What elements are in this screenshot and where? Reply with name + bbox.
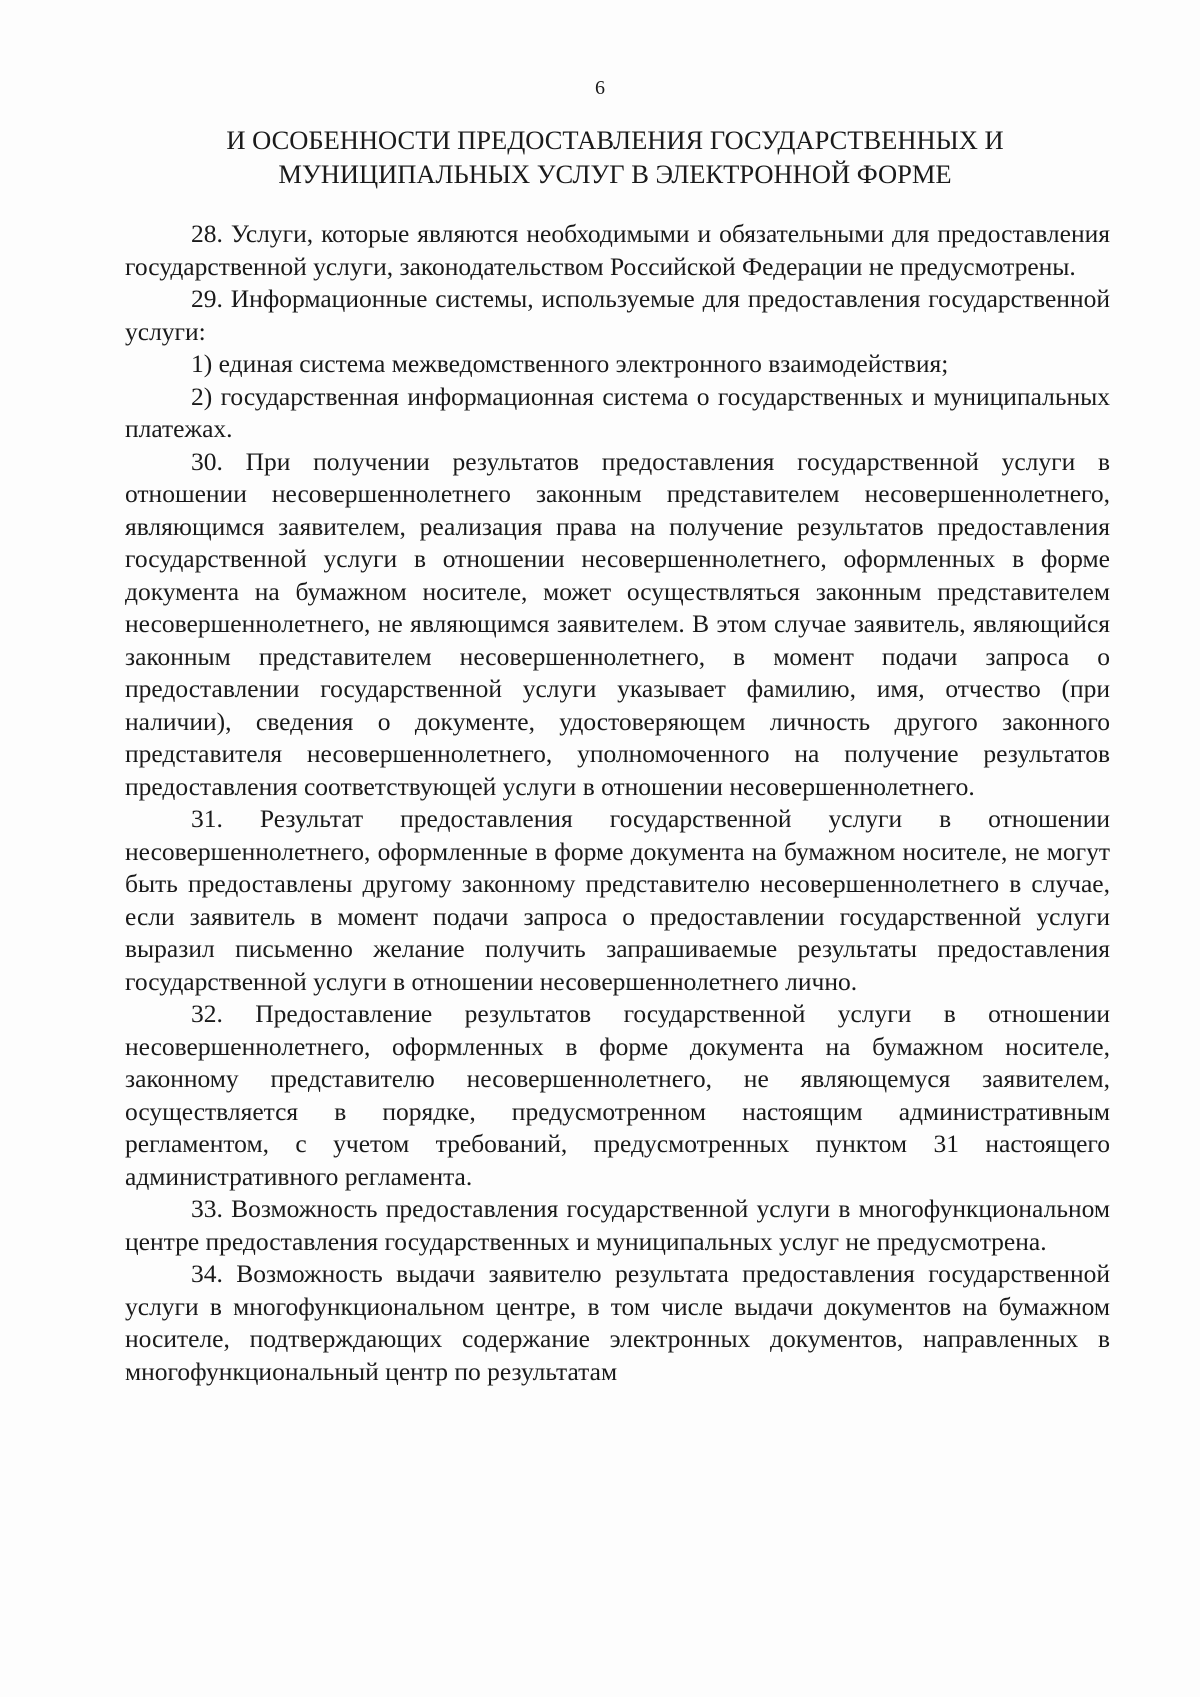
paragraph-29-item-2: 2) государственная информационная система о государственных и муниципальных платежах. (125, 381, 1110, 443)
paragraph-28: 28. Услуги, которые являются необходимыми и обязательными для предоставления государственной услуги, законодательством Российской Федерации не предусмотрены. (125, 219, 1110, 281)
paragraph-31: 31. Результат предоставления государственной услуги в отношении несовершеннолетнего, оформленные в форме документа на бумажном носителе, не могут быть предоставлены другому законному представителю несовершеннолетнего в случае, если заявитель в момент подачи запроса о предоставлении государственной услуги выразил письменно желание получить запрашиваемые результаты предоставления государственной услуги в отношении несовершеннолетнего лично. (125, 804, 1110, 996)
paragraph-29: 29. Информационные системы, используемые для предоставления государственной услуги: (125, 284, 1110, 346)
paragraph-32: 32. Предоставление результатов государственной услуги в отношении несовершеннолетнего, оформленных в форме документа на бумажном носителе, законному представителю несовершеннолетнего, не являющемуся заявителем, осуществляется в порядке, предусмотренном настоящим административным регламентом, с учетом требований, предусмотренных пунктом 31 настоящего административного регламента. (125, 999, 1110, 1191)
section-heading (150, 123, 1080, 191)
paragraph-34: 34. Возможность выдачи заявителю результата предоставления государственной услуги в многофункциональном центре, в том числе выдачи документов на бумажном носителе, подтверждающих содержание электронных документов, направленных в многофункциональный центр по результатам (125, 1259, 1110, 1386)
section-heading-line-2: МУНИЦИПАЛЬНЫХ УСЛУГ В ЭЛЕКТРОННОЙ ФОРМЕ (278, 159, 952, 189)
page-number: 6 (595, 77, 605, 99)
document-body (125, 218, 1110, 1388)
paragraph-30: 30. При получении результатов предоставления государственной услуги в отношении несовершеннолетнего законным представителем несовершеннолетнего, являющимся заявителем, реализация права на получение результатов предоставления государственной услуги в отношении несовершеннолетнего, оформленных в форме документа на бумажном носителе, может осуществляться законным представителем несовершеннолетнего, не являющимся заявителем. В этом случае заявитель, являющийся законным представителем несовершеннолетнего, в момент подачи запроса о предоставлении государственной услуги указывает фамилию, имя, отчество (при наличии), сведения о документе, удостоверяющем личность другого законного представителя несовершеннолетнего, уполномоченного на получение результатов предоставления соответствующей услуги в отношении несовершеннолетнего. (125, 446, 1110, 801)
paragraph-29-item-1: 1) единая система межведомственного электронного взаимодействия; (191, 349, 949, 378)
paragraph-33: 33. Возможность предоставления государственной услуги в многофункциональном центре предоставления государственных и муниципальных услуг не предусмотрена. (125, 1194, 1110, 1256)
section-heading-line-1: И ОСОБЕННОСТИ ПРЕДОСТАВЛЕНИЯ ГОСУДАРСТВЕННЫХ И (226, 125, 1004, 155)
